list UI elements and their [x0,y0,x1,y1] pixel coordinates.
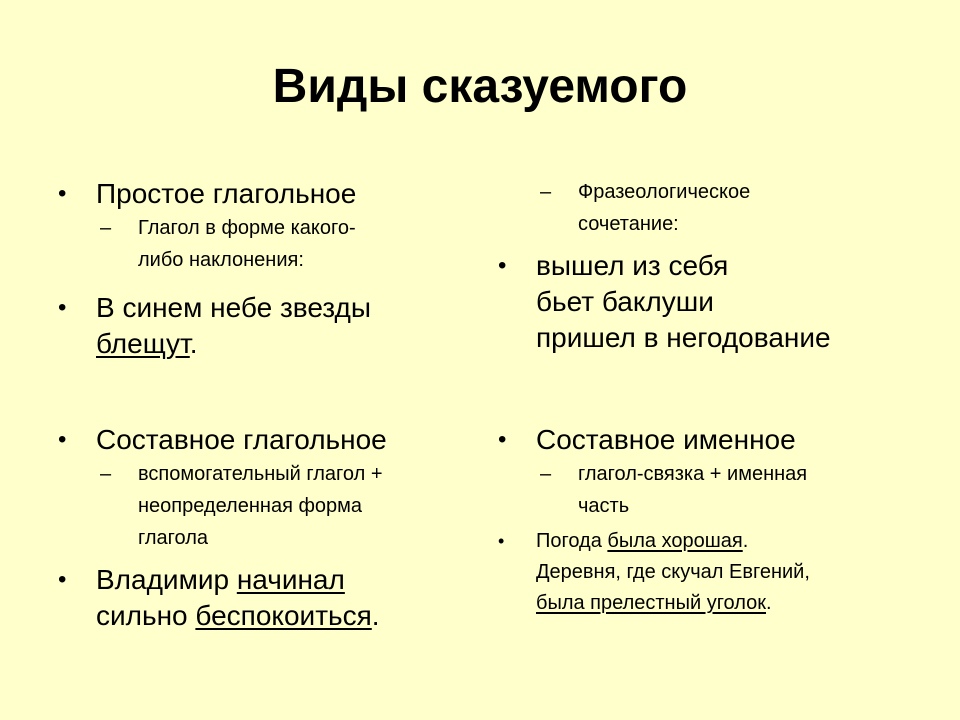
compound-verbal-definition-item [100,458,387,554]
simple-predicate-example-item [58,290,371,362]
punctuation: . [742,530,749,552]
underlined-predicate: была хорошая [607,530,743,552]
punctuation: . [766,592,772,614]
underlined-predicate: была прелестный уголок [536,592,766,614]
example-line: В синем небе звезды [96,292,371,323]
example-line: пришел в негодование [536,322,831,353]
bullet-marker: • [58,566,67,593]
dash-marker: – [100,463,112,485]
simple-predicate-definition-item [100,212,371,276]
underlined-predicate: начинал [236,564,345,595]
example-text: сильно [96,600,196,631]
bullet-marker: • [498,531,505,551]
definition-line: Глагол в форме какого- [138,217,356,239]
definition-line: либо наклонения: [138,249,304,271]
example-line [96,326,371,362]
simple-predicate-section [58,176,371,362]
dash-marker: – [540,181,552,203]
example-line: Деревня, где скучал Евгений, [536,561,810,583]
example-line [96,562,387,598]
example-text: Владимир [96,564,237,595]
compound-nominal-definition-item [540,458,810,522]
phraseological-examples-item [498,248,831,356]
example-line: вышел из себя [536,250,729,281]
bullet-marker: • [58,426,67,453]
compound-verbal-section [58,422,387,634]
underlined-predicate: беспокоиться [195,600,372,631]
compound-nominal-heading: Составное именное [536,424,796,455]
compound-verbal-heading-item [58,422,387,458]
bullet-marker: • [58,180,67,207]
compound-verbal-heading: Составное глагольное [96,424,387,455]
example-line [536,588,810,619]
definition-line: часть [578,495,630,517]
definition-line: Фразеологическое [578,181,751,203]
simple-predicate-heading-item [58,176,371,212]
example-line [96,598,387,634]
definition-line: сочетание: [578,213,679,235]
punctuation: . [189,328,198,359]
compound-verbal-example-item [58,562,387,634]
simple-predicate-heading: Простое глагольное [96,178,357,209]
phraseological-definition-item [540,176,831,240]
bullet-marker: • [498,426,507,453]
example-line: бьет баклуши [536,286,714,317]
definition-line: глагол-связка + именная [578,463,808,485]
compound-nominal-section [498,422,810,619]
definition-line: глагола [138,527,208,549]
dash-marker: – [540,463,552,485]
compound-nominal-heading-item [498,422,810,458]
compound-nominal-example-item [498,526,810,619]
slide-title: Виды сказуемого [272,60,688,113]
example-text: Погода [536,530,608,552]
underlined-predicate: блещут [96,328,190,359]
example-line [536,526,810,557]
punctuation: . [371,600,380,631]
definition-line: неопределенная форма [138,495,363,517]
bullet-marker: • [58,294,67,321]
dash-marker: – [100,217,112,239]
definition-line: вспомогательный глагол + [138,463,383,485]
phraseological-section [498,176,831,356]
bullet-marker: • [498,252,507,279]
